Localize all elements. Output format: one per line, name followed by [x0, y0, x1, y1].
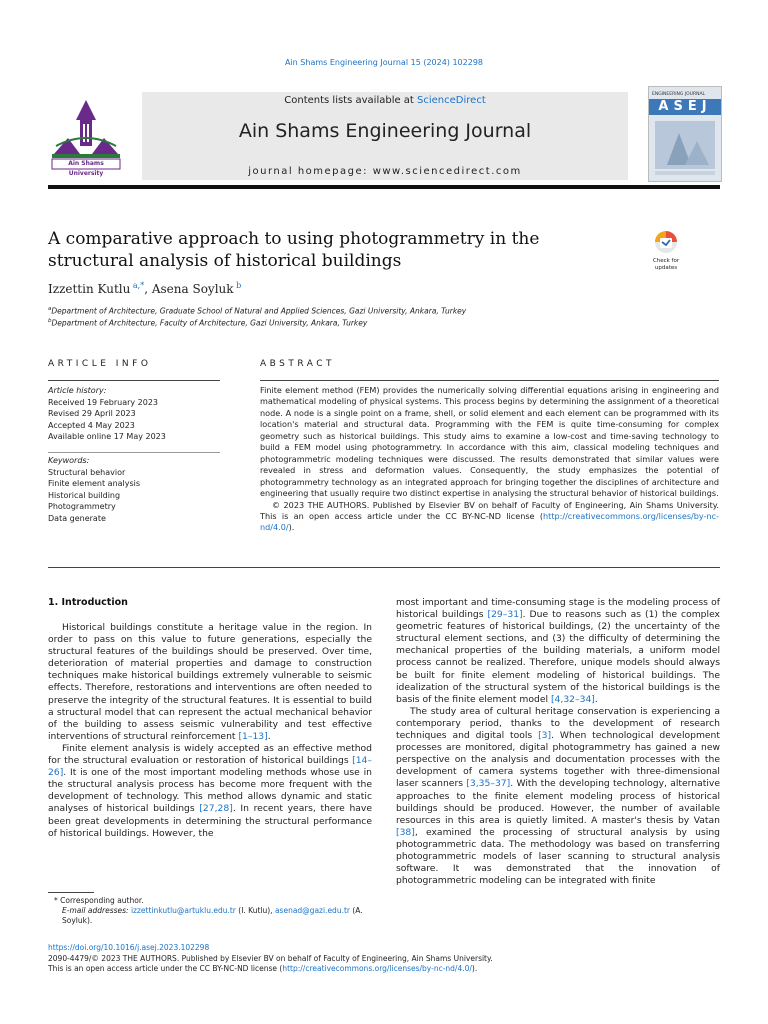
corresponding-author-note: * Corresponding author. [54, 896, 144, 905]
keyword: Historical building [48, 490, 121, 500]
journal-reference-link[interactable]: Ain Shams Engineering Journal 15 (2024) 102298 [284, 58, 484, 67]
cover-graphic-icon [649, 115, 721, 181]
abstract-bottom-rule [48, 567, 720, 568]
journal-title: Ain Shams Engineering Journal [238, 120, 532, 142]
keyword: Finite element analysis [48, 479, 141, 488]
author-name[interactable]: Asena Soyluk [151, 282, 234, 296]
paragraph-text: . [594, 693, 598, 705]
license-link[interactable]: http://creativecommons.org/licenses/by-nc-nd/4.0/ [260, 510, 719, 533]
history-received: Received 19 February 2023 [48, 397, 159, 407]
author-list [48, 281, 241, 296]
citation-link[interactable]: [29–31] [487, 609, 523, 621]
doi-link[interactable]: https://doi.org/10.1016/j.asej.2023.102298 [48, 943, 210, 952]
abstract-heading: ABSTRACT [260, 359, 336, 369]
affiliation-a [48, 306, 466, 316]
email-owner: (I. Kutlu), [235, 906, 275, 915]
masthead-rule [48, 185, 720, 189]
logo-caption: Ain Shams University [68, 160, 104, 177]
paragraph-text: . It is one of the most important modeling methods whose use in the structural analysis process has become more frequent with the development of technology. This method allows dynamic and static analyses of historical buildings [48, 767, 372, 815]
citation-link[interactable]: [38] [396, 826, 415, 838]
affiliation-b [48, 318, 367, 328]
license-text: © 2023 THE AUTHORS. Published by Elsevier BV on behalf of Faculty of Engineering, Ain Shams University. This is an open access article under the CC BY-NC-ND license ( [260, 499, 719, 521]
crossmark-icon [650, 230, 682, 254]
history-online: Available online 17 May 2023 [48, 432, 166, 441]
crossmark-label-1: Check for [652, 258, 680, 264]
history-revised: Revised 29 April 2023 [48, 409, 136, 418]
paragraph-text: . [267, 730, 271, 742]
keyword: Structural behavior [48, 467, 126, 477]
paper-title: A comparative approach to using photogrammetry in the structural analysis of historical buildings [48, 229, 540, 271]
journal-homepage[interactable]: journal homepage: www.sciencedirect.com [248, 166, 522, 177]
author-affiliation-marker[interactable]: b [233, 281, 242, 290]
author-separator: , [144, 282, 152, 296]
footnote-rule [48, 892, 94, 893]
abstract-body [260, 385, 719, 534]
license-line-end: ). [471, 964, 478, 973]
paragraph-text: . In recent years, there have been great developments in determining the structural performance of historical buildings. However, the [48, 803, 372, 839]
paragraph-text: Finite element analysis is widely accepted as an effective method for the structural evaluation or restoration of historical buildings [48, 742, 372, 767]
body-column-left [48, 613, 372, 840]
paragraph-text: . When technological development processes are monitored, digital photogrammetry has gained a new perspective on the analysis and documentation processes with the development of camera systems together with three-dimensional laser scanners [396, 730, 720, 790]
citation-link[interactable]: [4,32–34] [550, 693, 595, 705]
keyword: Photogrammetry [48, 502, 116, 511]
paragraph-text: most important and time-consuming stage is the modeling process of historical buildings [396, 597, 720, 621]
article-history-label: Article history: [48, 386, 107, 395]
affiliation-marker: a [48, 306, 52, 312]
copyright-line: 2090-4479/© 2023 THE AUTHORS. Published by Elsevier BV on behalf of Faculty of Engineering, Ain Shams University. [48, 953, 493, 963]
paragraph [48, 622, 372, 743]
license-text-end: ). [288, 522, 295, 533]
affiliation-marker: b [48, 318, 52, 324]
journal-cover-thumbnail [648, 86, 722, 182]
footnote [48, 896, 372, 926]
license-link[interactable]: http://creativecommons.org/licenses/by-nc-nd/4.0/ [282, 964, 472, 973]
contents-prefix: Contents lists available at [284, 95, 418, 106]
check-for-updates-button[interactable] [650, 230, 682, 271]
email-line [48, 906, 372, 926]
introduction-heading: 1. Introduction [48, 597, 128, 608]
article-info-rule [48, 380, 220, 381]
license-line [48, 964, 720, 975]
keywords-label: Keywords: [48, 456, 90, 465]
paragraph [396, 706, 720, 887]
keyword: Data generate [48, 513, 106, 523]
keywords [48, 455, 220, 524]
keywords-rule [48, 452, 220, 453]
body-column-right [396, 597, 720, 887]
affiliation-text: Department of Architecture, Graduate School of Natural and Applied Sciences, Gazi University, Ankara, Turkey [51, 306, 467, 316]
cover-letters: ASEJ [649, 99, 721, 115]
email-owner: (A. Soyluk). [62, 906, 363, 925]
citation-link[interactable]: [3,35–37] [466, 778, 511, 790]
email-link[interactable]: izzettinkutlu@artuklu.edu.tr [130, 906, 236, 915]
paragraph-text: . With the developing technology, alternative approaches to the finite element modeling process of historical buildings should be produced. However, the number of available resources in this area is quietly limited. A master's thesis by Vatan [396, 778, 720, 826]
email-link[interactable]: asenad@gazi.edu.tr [274, 906, 350, 915]
contents-line [142, 95, 628, 106]
abstract-license [260, 500, 719, 534]
citation-link[interactable]: [1–13] [238, 730, 268, 742]
license-line-text: This is an open access article under the CC BY-NC-ND license ( [48, 964, 283, 973]
email-label: E-mail addresses: [62, 906, 131, 915]
page-footer [48, 943, 720, 975]
paragraph-text: . Due to reasons such as (1) the complex geometric features of historical buildings, (2) the uncertainty of the structural element sections, and (3) the difficulty of determining the mechanical properties of the building materials, a uniform model process cannot be realized. Therefore, unique models should always be built for finite element modeling of historical buildings. The idealization of the structural system of the historical buildings is the basis of the finite element model [396, 609, 720, 705]
citation-link[interactable]: [14–26] [48, 755, 372, 779]
paragraph [48, 743, 372, 840]
article-history [48, 385, 220, 443]
cover-top-text: ENGINEERING JOURNAL [652, 92, 706, 97]
citation-link[interactable]: [3] [538, 730, 552, 742]
abstract-text: Finite element method (FEM) provides the numerically solving differential equations arising in engineering and mathematical modeling of physical systems. This process begins by determining the assignment of a theoretical node. A node is a single point on a frame, shell, or solid element and each element can be programmed with its location's material and structural data. Programming with the FEM is quite time-consuming for complex geometry such as historical buildings. This study aims to examine a low-cost and time-saving technology to build a FEM model using photogrammetry. In accordance with this aim, classical modeling techniques and photogrammetric modeling techniques were discussed. The results demonstrated that similar values were revealed in stress and deformation values. Consequently, the study emphasizes the potential of photogrammetry technology as an integrated approach for bringing together the disciplines of architecture and engineering that usually require two distinct expertise in analysing the structural behavior of historical buildings. [260, 385, 719, 499]
author-name[interactable]: Izzettin Kutlu [48, 282, 131, 296]
abstract-rule [260, 380, 719, 381]
paragraph-text: Historical buildings constitute a heritage value in the region. In order to pass on this value to future generations, especially the structural features of the buildings should be preserved. Over time, deterioration of material properties and damage to construction techniques make historical buildings extremely vulnerable to seismic effects. Therefore, restorations and interventions are often needed to preserve the integrity of the structural features. It is essential to build a structural model that can represent the actual mechanical behavior of the building to assess seismic vulnerability and test effective interventions of structural reinforcement [48, 622, 372, 742]
paragraph [396, 597, 720, 706]
crossmark-label-2: updates [654, 264, 678, 271]
citation-link[interactable]: [27,28] [199, 803, 233, 815]
article-info-heading: ARTICLE INFO [48, 359, 152, 369]
sciencedirect-link[interactable]: ScienceDirect [417, 95, 486, 106]
paragraph-text: , examined the processing of structural analysis by using photogrammetric data. The methodology was based on transferring photogrammetric models of laser scanning to structural analysis software. It was demonstrated that the innovation of photogrammetric modeling can be integrated with finite [396, 826, 720, 887]
history-accepted: Accepted 4 May 2023 [48, 420, 135, 430]
university-logo-icon [46, 96, 126, 176]
affiliation-text: Department of Architecture, Faculty of Architecture, Gazi University, Ankara, Turkey [51, 318, 368, 328]
author-affiliation-marker[interactable]: a,* [130, 281, 145, 290]
paragraph-text: The study area of cultural heritage conservation is experiencing a contemporary period, thanks to the development of research techniques and digital tools [396, 705, 720, 742]
